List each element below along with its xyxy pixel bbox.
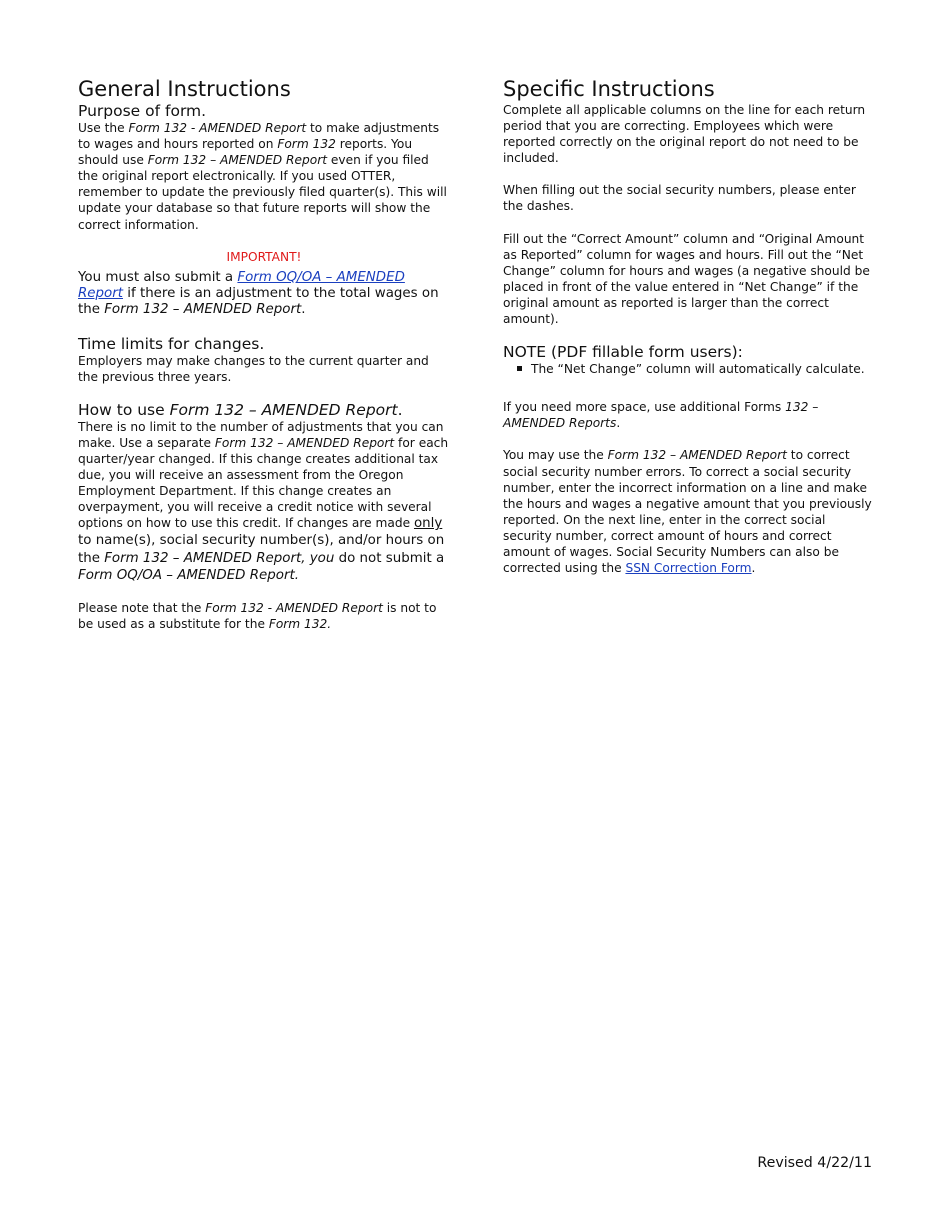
how-to-form-ref-3: Form OQ/OA – AMENDED Report. <box>78 567 299 583</box>
purpose-text-2: to make adjustments to wages and hours reported on <box>78 121 440 152</box>
important-text-3: . <box>301 302 306 318</box>
important-paragraph <box>78 270 450 319</box>
how-to-use-paragraph <box>78 419 450 584</box>
specific-instructions-title: Specific Instructions <box>503 77 715 101</box>
more-space-form-ref: 132 – AMENDED Reports <box>503 400 819 431</box>
how-to-text-4: do not submit a <box>334 550 445 566</box>
how-to-heading-prefix: How to use <box>78 400 170 419</box>
substitute-note-paragraph <box>78 600 450 632</box>
how-to-heading-suffix: . <box>397 400 403 419</box>
ssn-text-1: You may use the <box>503 448 608 463</box>
ssn-correction-paragraph <box>503 447 875 576</box>
specific-paragraph-3: Fill out the “Correct Amount” column and “Original Amount as Reported” column for wages and hours. Fill out the “Net Change” column for hours and wages (a negative should be placed in front of the value entered in “Net Change” if the original amount as reported is larger than the correct amount). <box>503 231 870 327</box>
how-to-form-ref-2: Form 132 – AMENDED Report, you <box>104 550 335 566</box>
note-list-item: The “Net Change” column will automatically calculate. <box>531 361 875 377</box>
form-oq-oa-amended-link[interactable]: Form OQ/OA – AMENDED Report <box>78 269 405 302</box>
important-label: IMPORTANT! <box>226 249 302 264</box>
ssn-text-3: . <box>751 561 756 576</box>
how-to-use-heading <box>78 401 450 419</box>
important-form-ref: Form 132 – AMENDED Report <box>104 302 302 318</box>
how-to-form-ref-1: Form 132 – AMENDED Report <box>214 435 395 450</box>
ssn-form-ref: Form 132 – AMENDED Report <box>607 448 787 463</box>
more-space-text-2: . <box>616 416 621 431</box>
purpose-heading: Purpose of form. <box>78 102 207 120</box>
important-text-1: You must also submit a <box>78 269 238 285</box>
revised-date: Revised 4/22/11 <box>757 1155 872 1171</box>
note-text-1: Please note that the <box>78 600 206 615</box>
ssn-correction-form-link[interactable]: SSN Correction Form <box>625 561 752 576</box>
note-form-ref-2: Form 132. <box>268 616 332 631</box>
purpose-text-3: reports. You should use <box>78 137 413 168</box>
purpose-text-1: Use the <box>78 121 129 135</box>
note-form-ref-1: Form 132 - AMENDED Report <box>205 600 383 615</box>
ssn-text-2: to correct social security number errors. To correct a social security number, enter the incorrect information on a line and make the hours and wages a negative amount that you previously reported. On the next line, enter in the correct social security number, correct amount of hours and correct amount of wages. Social Security Numbers can also be corrected using the <box>503 448 872 576</box>
specific-paragraph-2: When filling out the social security numbers, please enter the dashes. <box>503 183 856 214</box>
purpose-form-ref-2: Form 132 <box>277 137 336 152</box>
how-to-text-1: There is no limit to the number of adjustments that you can make. Use a separate <box>78 419 444 450</box>
how-to-text-2: for each quarter/year changed. If this change creates additional tax due, you will receive an assessment from the Oregon Employment Department. If this change creates an overpayment, you will receive a credit notice with several options on how to use this credit. If changes are made <box>78 435 449 531</box>
note-list <box>503 361 875 377</box>
more-space-paragraph <box>503 399 875 431</box>
time-limits-paragraph: Employers may make changes to the current quarter and the previous three years. <box>78 353 429 384</box>
specific-paragraph-1: Complete all applicable columns on the line for each return period that you are correcting. Employees which were reported correctly on the original report do not need to be included. <box>503 103 866 166</box>
purpose-text-4: even if you filed the original report electronically. If you used OTTER, remember to update the previously filed quarter(s). This will update your database so that future reports will show the correct information. <box>78 153 447 232</box>
how-to-text-3: to name(s), social security number(s), and/or hours on the <box>78 533 445 566</box>
how-to-only-underlined: only <box>413 516 443 532</box>
general-instructions-title: General Instructions <box>78 77 291 101</box>
purpose-form-ref-1: Form 132 - AMENDED Report <box>128 121 307 135</box>
time-limits-heading: Time limits for changes. <box>78 334 265 353</box>
general-instructions-column <box>78 76 450 632</box>
note-text-2: is not to be used as a substitute for the <box>78 600 437 631</box>
how-to-heading-form: Form 132 – AMENDED Report <box>169 400 398 419</box>
more-space-text-1: If you need more space, use additional Forms <box>503 400 786 415</box>
note-heading: NOTE (PDF fillable form users): <box>503 343 743 362</box>
purpose-form-ref-3: Form 132 – AMENDED Report <box>147 153 327 168</box>
specific-instructions-column <box>503 76 875 576</box>
purpose-paragraph <box>78 120 450 233</box>
important-text-2: if there is an adjustment to the total wages on the <box>78 286 439 318</box>
